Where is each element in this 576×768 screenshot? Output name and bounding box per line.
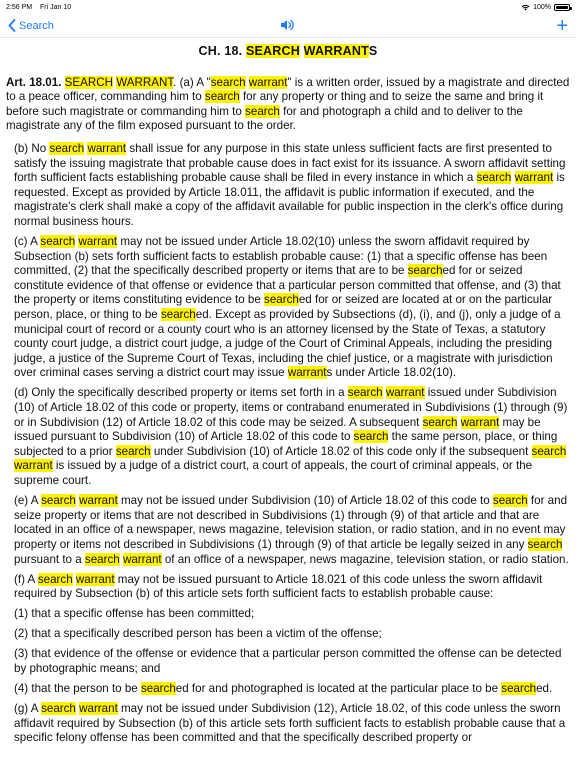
- search-highlight: warrant: [79, 702, 118, 716]
- text-run: under Subdivision (10) of Article 18.02 of this code only if the subsequent: [150, 444, 532, 458]
- subsection-paragraph: [6, 702, 570, 746]
- search-highlight: warrant: [514, 171, 554, 185]
- text-run: ed. Except as provided by Subsections (d), (i), and (j), only a judge of a municipal court of record or a county court who is an attorney licensed by the State of Texas, a statutory county court judge, a district court judge, a judge of the Court of Criminal Appeals, including the presiding judge, a justice of the Supreme Court of Texas, including the chief justice, or a magistrate with jurisdiction over criminal cases serving a district court may issue: [14, 308, 561, 380]
- search-highlight: warrant: [87, 141, 127, 155]
- search-highlight: search: [49, 141, 85, 155]
- text-run: may not be issued under Subdivision (10) of Article 18.02 of this code to: [117, 494, 493, 508]
- text-run: for any property or thing and to seize the same and bring it before such magistrate or commanding him to: [6, 90, 544, 118]
- text-run: (4) that the person to be: [14, 682, 141, 696]
- text-run: is requested. Except as provided by Article 18.011, the affidavit is public information if executed, and the magistrate's clerk shall make a copy of the affidavit available for public inspection in the clerk's office during normal business hours.: [14, 171, 565, 228]
- search-highlight: warrant: [75, 572, 115, 586]
- text-run: may not be issued under Article 18.02(10) unless the sworn affidavit required by Subsection (b) sets forth sufficient facts to establish probable cause: (1) that a specific offense has been committed, (2) that the specifically described property or items that are to be: [14, 235, 548, 278]
- search-highlight: SEARCH: [245, 44, 300, 58]
- chevron-left-icon: [8, 19, 16, 32]
- chapter-title: [6, 44, 570, 59]
- text-run: (f) A: [14, 572, 38, 586]
- text-run: S: [368, 44, 378, 58]
- article-paragraph: [6, 76, 570, 134]
- paragraph-list: [6, 76, 570, 746]
- search-highlight: search: [41, 702, 76, 716]
- subsection-paragraph: [6, 235, 570, 381]
- search-highlight: warrant: [79, 494, 118, 508]
- wifi-icon: [521, 4, 530, 11]
- subsection-paragraph: [6, 386, 570, 488]
- search-highlight: warrant: [460, 415, 500, 429]
- search-highlight: search: [407, 264, 443, 278]
- speaker-icon[interactable]: [280, 18, 296, 32]
- text-run: (3) that evidence of the offense or evidence that a particular person committed the offense can be detected by photographic means; and: [14, 647, 562, 676]
- plus-icon[interactable]: +: [556, 14, 568, 37]
- back-button[interactable]: [8, 19, 54, 32]
- search-highlight: warrant: [248, 75, 288, 89]
- search-highlight: warrant: [385, 386, 425, 400]
- search-highlight: search: [84, 552, 120, 566]
- subsection-paragraph: [6, 647, 570, 676]
- search-highlight: search: [347, 386, 383, 400]
- search-highlight: search: [204, 90, 240, 104]
- status-date: Fri Jan 10: [40, 3, 72, 11]
- subsection-paragraph: [6, 627, 570, 642]
- status-right: [521, 4, 570, 11]
- subsection-paragraph: [6, 682, 570, 697]
- search-highlight: search: [245, 104, 280, 118]
- text-run: (c) A: [14, 235, 41, 249]
- search-highlight: search: [476, 171, 512, 185]
- text-run: may be issued pursuant to Subdivision (10) of Article 18.02 of this code to: [14, 415, 541, 444]
- status-bar: [0, 0, 576, 14]
- text-run: issued under Subdivision (10) of Article 18.02 of this code or property, items or contraband enumerated in Subdivisions (1) through (9) or in Subdivision (12) of Article 18.02 of this code may be seized. A subsequent: [14, 386, 568, 429]
- text-run: may not be issued pursuant to Article 18.021 of this code unless the sworn affidavit required by Subsection (b) of this article sets forth sufficient facts to establish probable cause:: [14, 572, 543, 601]
- text-run: (e) A: [14, 494, 42, 508]
- search-highlight: WARRANT: [116, 75, 174, 89]
- text-run: (1) that a specific offense has been committed;: [14, 607, 255, 621]
- text-run: (d) Only the specifically described property or items set forth in a: [14, 386, 348, 400]
- text-run: shall issue for any purpose in this state unless sufficient facts are first presented to satisfy the issuing magistrate that probable cause does in fact exist for its issuance. A sworn affidavit setting forth sufficient facts establishing probable cause shall be filed in every instance in which a: [14, 141, 566, 185]
- search-highlight: search: [115, 444, 151, 458]
- search-highlight: search: [353, 430, 389, 444]
- text-run: the same person, place, or thing subjected to a prior: [14, 430, 558, 458]
- battery-percent: 100%: [533, 3, 551, 11]
- search-highlight: search: [264, 293, 299, 307]
- subsection-paragraph: [6, 142, 570, 230]
- text-run: for and photograph a child and to deliver to the magistrate any of the film exposed pursuant to the order.: [6, 104, 523, 133]
- text-run: may not be issued under Subdivision (12), Article 18.02, of this code unless the sworn affidavit required by Subsection (b) of this article sets forth sufficient facts to establish probable cause that a specific felony offense has been committed and that the specifically described property or: [14, 702, 566, 745]
- search-highlight: search: [40, 235, 76, 249]
- search-highlight: warrant: [122, 552, 162, 566]
- search-highlight: search: [422, 415, 458, 429]
- subsection-paragraph: [6, 573, 570, 602]
- text-run: . (a) A ": [173, 75, 211, 89]
- search-highlight: search: [210, 75, 246, 89]
- text-run: ed for or seized are located at or on the particular person, place, or thing to be: [14, 293, 553, 321]
- article-heading: Art. 18.01.: [6, 75, 65, 89]
- search-highlight: search: [41, 494, 76, 508]
- status-time: 2:56 PM: [6, 3, 33, 11]
- search-highlight: warrant: [78, 235, 118, 249]
- text-run: (2) that a specifically described person has been a victim of the offense;: [14, 627, 382, 641]
- document-content: [0, 44, 576, 746]
- text-run: of an office of a newspaper, news magazine, television station, or radio station.: [161, 552, 569, 566]
- search-highlight: warrant: [287, 366, 327, 380]
- text-run: ed for or seized constitute evidence of that offense or evidence that a particular person committed that offense, and (3) that the property or items constituting evidence to be: [14, 264, 561, 307]
- text-run: for and seize property or items that are not described in Subdivisions (1) through (9) of that article and that are located in an office of a newspaper, news magazine, television station, or radio station, and in no event may property or items not described in Subdivisions (1) through (9) of that article be legally seized in any: [14, 494, 568, 551]
- text-run: " is a written order, issued by a magistrate and directed to a peace officer, commanding him to: [6, 75, 570, 104]
- search-highlight: warrant: [14, 459, 53, 473]
- search-highlight: search: [501, 682, 537, 696]
- battery-icon: [554, 4, 570, 11]
- subsection-paragraph: [6, 494, 570, 567]
- text-run: s under Article 18.02(10).: [326, 366, 457, 380]
- search-highlight: search: [160, 308, 196, 321]
- text-run: ed.: [536, 682, 553, 696]
- search-highlight: WARRANT: [303, 44, 369, 58]
- battery-level: [556, 6, 568, 9]
- search-highlight: search: [527, 537, 563, 551]
- search-highlight: search: [531, 444, 567, 458]
- subsection-paragraph: [6, 607, 570, 622]
- search-highlight: search: [37, 572, 73, 586]
- search-highlight: search: [492, 494, 528, 508]
- text-run: (b) No: [14, 141, 50, 155]
- search-highlight: search: [140, 682, 176, 696]
- text-run: CH. 18.: [198, 44, 246, 58]
- text-run: pursuant to a: [14, 552, 85, 566]
- back-label: Search: [19, 19, 54, 32]
- status-left: [6, 4, 77, 11]
- text-run: (g) A: [14, 702, 42, 716]
- navigation-bar: [0, 14, 576, 38]
- text-run: is issued by a judge of a district court, a court of appeals, the court of criminal appeals, or the supreme court.: [14, 459, 533, 488]
- search-highlight: SEARCH: [64, 75, 113, 89]
- text-run: ed for and photographed is located at the particular place to be: [175, 682, 502, 696]
